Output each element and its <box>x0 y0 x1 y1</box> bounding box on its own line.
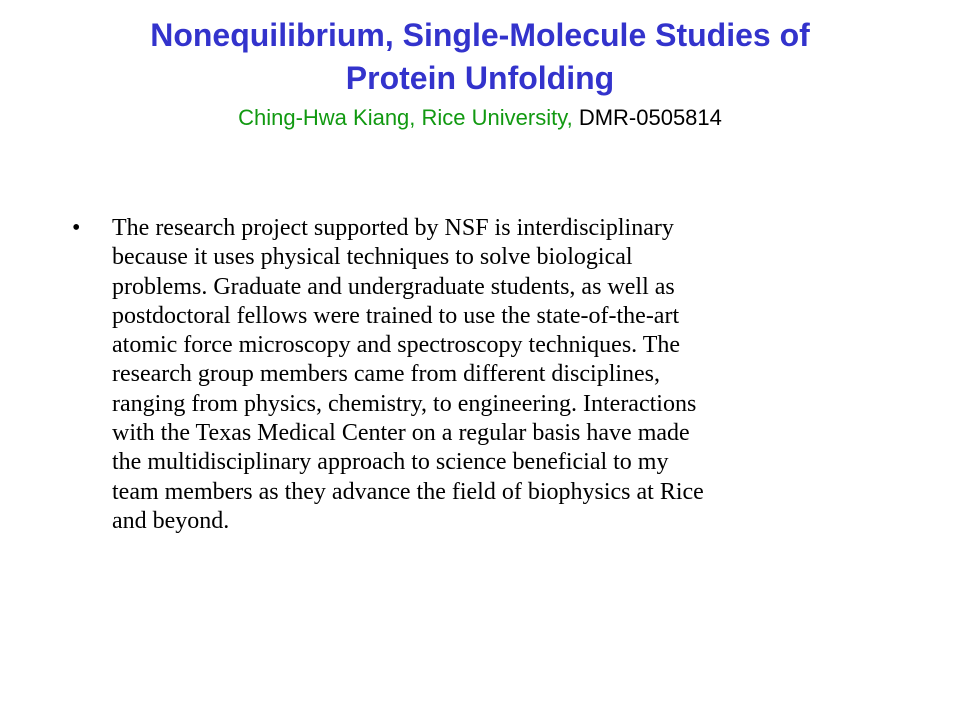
title-block <box>40 14 920 134</box>
bullet-list <box>70 214 910 536</box>
bullet-item <box>70 214 910 536</box>
body-line-9: the multidisciplinary approach to science beneficial to my <box>112 449 669 476</box>
body-line-3: problems. Graduate and undergraduate students, as well as <box>112 273 675 300</box>
body-line-2: because it uses physical techniques to solve biological <box>112 244 633 271</box>
byline-award-number: DMR-0505814 <box>578 105 722 130</box>
bullet-dot-icon: • <box>72 215 81 241</box>
body-line-10: team members as they advance the field of biophysics at Rice <box>112 478 704 505</box>
body-line-8: with the Texas Medical Center on a regular basis have made <box>112 420 690 447</box>
slide-title-line-2: Protein Unfolding <box>345 60 615 96</box>
slide-title-line-1: Nonequilibrium, Single-Molecule Studies of <box>150 17 810 53</box>
body-line-6: research group members came from different disciplines, <box>112 361 661 388</box>
body-line-1: The research project supported by NSF is interdisciplinary <box>112 215 674 241</box>
body-line-4: postdoctoral fellows were trained to use the state-of-the-art <box>112 302 680 329</box>
body-line-5: atomic force microscopy and spectroscopy techniques. The <box>112 332 681 359</box>
body-line-7: ranging from physics, chemistry, to engineering. Interactions <box>112 390 697 417</box>
body-line-11: and beyond. <box>112 507 230 534</box>
byline <box>40 102 920 134</box>
byline-author: Ching-Hwa Kiang, Rice University, <box>238 105 579 130</box>
